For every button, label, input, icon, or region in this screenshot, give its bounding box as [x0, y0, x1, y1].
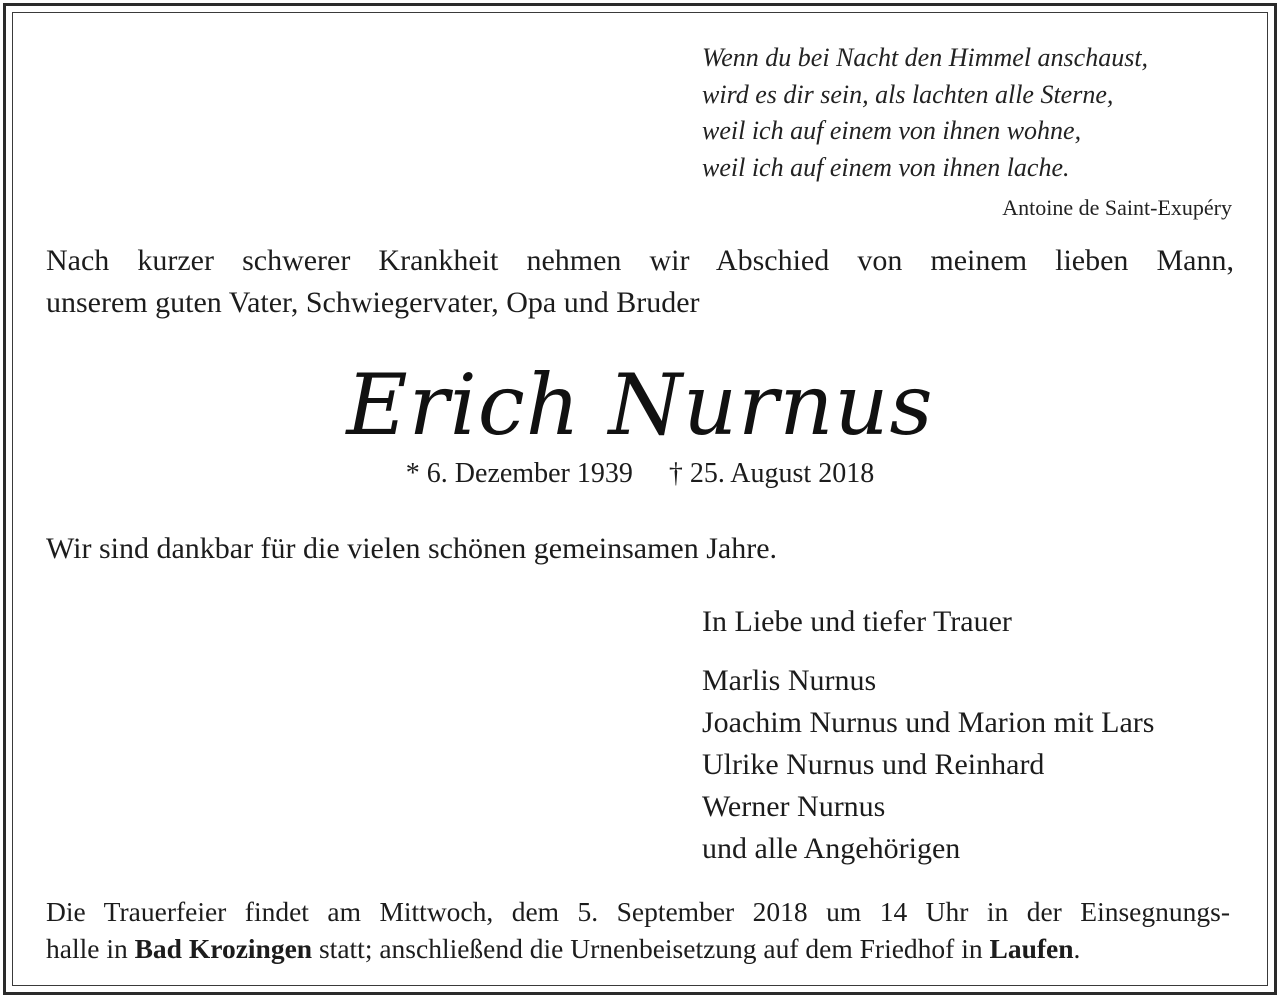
funeral-notice: [46, 893, 1230, 967]
quote-line: weil ich auf einem von ihnen lache.: [702, 152, 1070, 182]
quote-line: weil ich auf einem von ihnen wohne,: [702, 116, 1082, 145]
intro-line-1: Nach kurzer schwerer Krankheit nehmen wir Abschied von meinem lieben Mann,: [46, 244, 1234, 277]
mourner-name: Ulrike Nurnus und Reinhard: [702, 748, 1045, 781]
intro-paragraph: [46, 240, 1234, 324]
quote-line: Wenn du bei Nacht den Himmel anschaust,: [702, 43, 1149, 72]
notice-line-1: Die Trauerfeier findet am Mittwoch, dem 5. September 2018 um 14 Uhr in der Einsegnungs-: [46, 896, 1230, 927]
life-dates: [0, 458, 1280, 490]
birth-date: * 6. Dezember 1939: [405, 458, 633, 489]
notice-text: .: [1073, 933, 1081, 964]
deceased-name: Erich Nurnus: [346, 356, 934, 454]
notice-text: statt; anschließend die Urnenbeisetzung auf dem Friedhof in: [312, 933, 990, 964]
intro-line-2: unserem guten Vater, Schwiegervater, Opa und Bruder: [46, 286, 700, 319]
mourners-list: [702, 660, 1154, 870]
mourner-name: und alle Angehörigen: [702, 832, 961, 865]
death-date: † 25. August 2018: [668, 458, 875, 489]
signoff: In Liebe und tiefer Trauer: [702, 605, 1012, 638]
ceremony-location: Bad Krozingen: [134, 933, 313, 964]
mourner-name: Werner Nurnus: [702, 790, 886, 823]
quote-author: Antoine de Saint-Exupéry: [1002, 195, 1232, 220]
notice-text: halle in: [46, 933, 135, 964]
mourner-name: Marlis Nurnus: [702, 664, 877, 697]
epigraph-quote: [702, 40, 1148, 186]
notice-line-2: [46, 930, 1230, 967]
thanks-line: Wir sind dankbar für die vielen schönen gemeinsamen Jahre.: [46, 532, 778, 565]
quote-line: wird es dir sein, als lachten alle Sterne,: [702, 79, 1114, 109]
mourner-name: Joachim Nurnus und Marion mit Lars: [702, 706, 1155, 739]
burial-location: Laufen: [989, 933, 1074, 964]
